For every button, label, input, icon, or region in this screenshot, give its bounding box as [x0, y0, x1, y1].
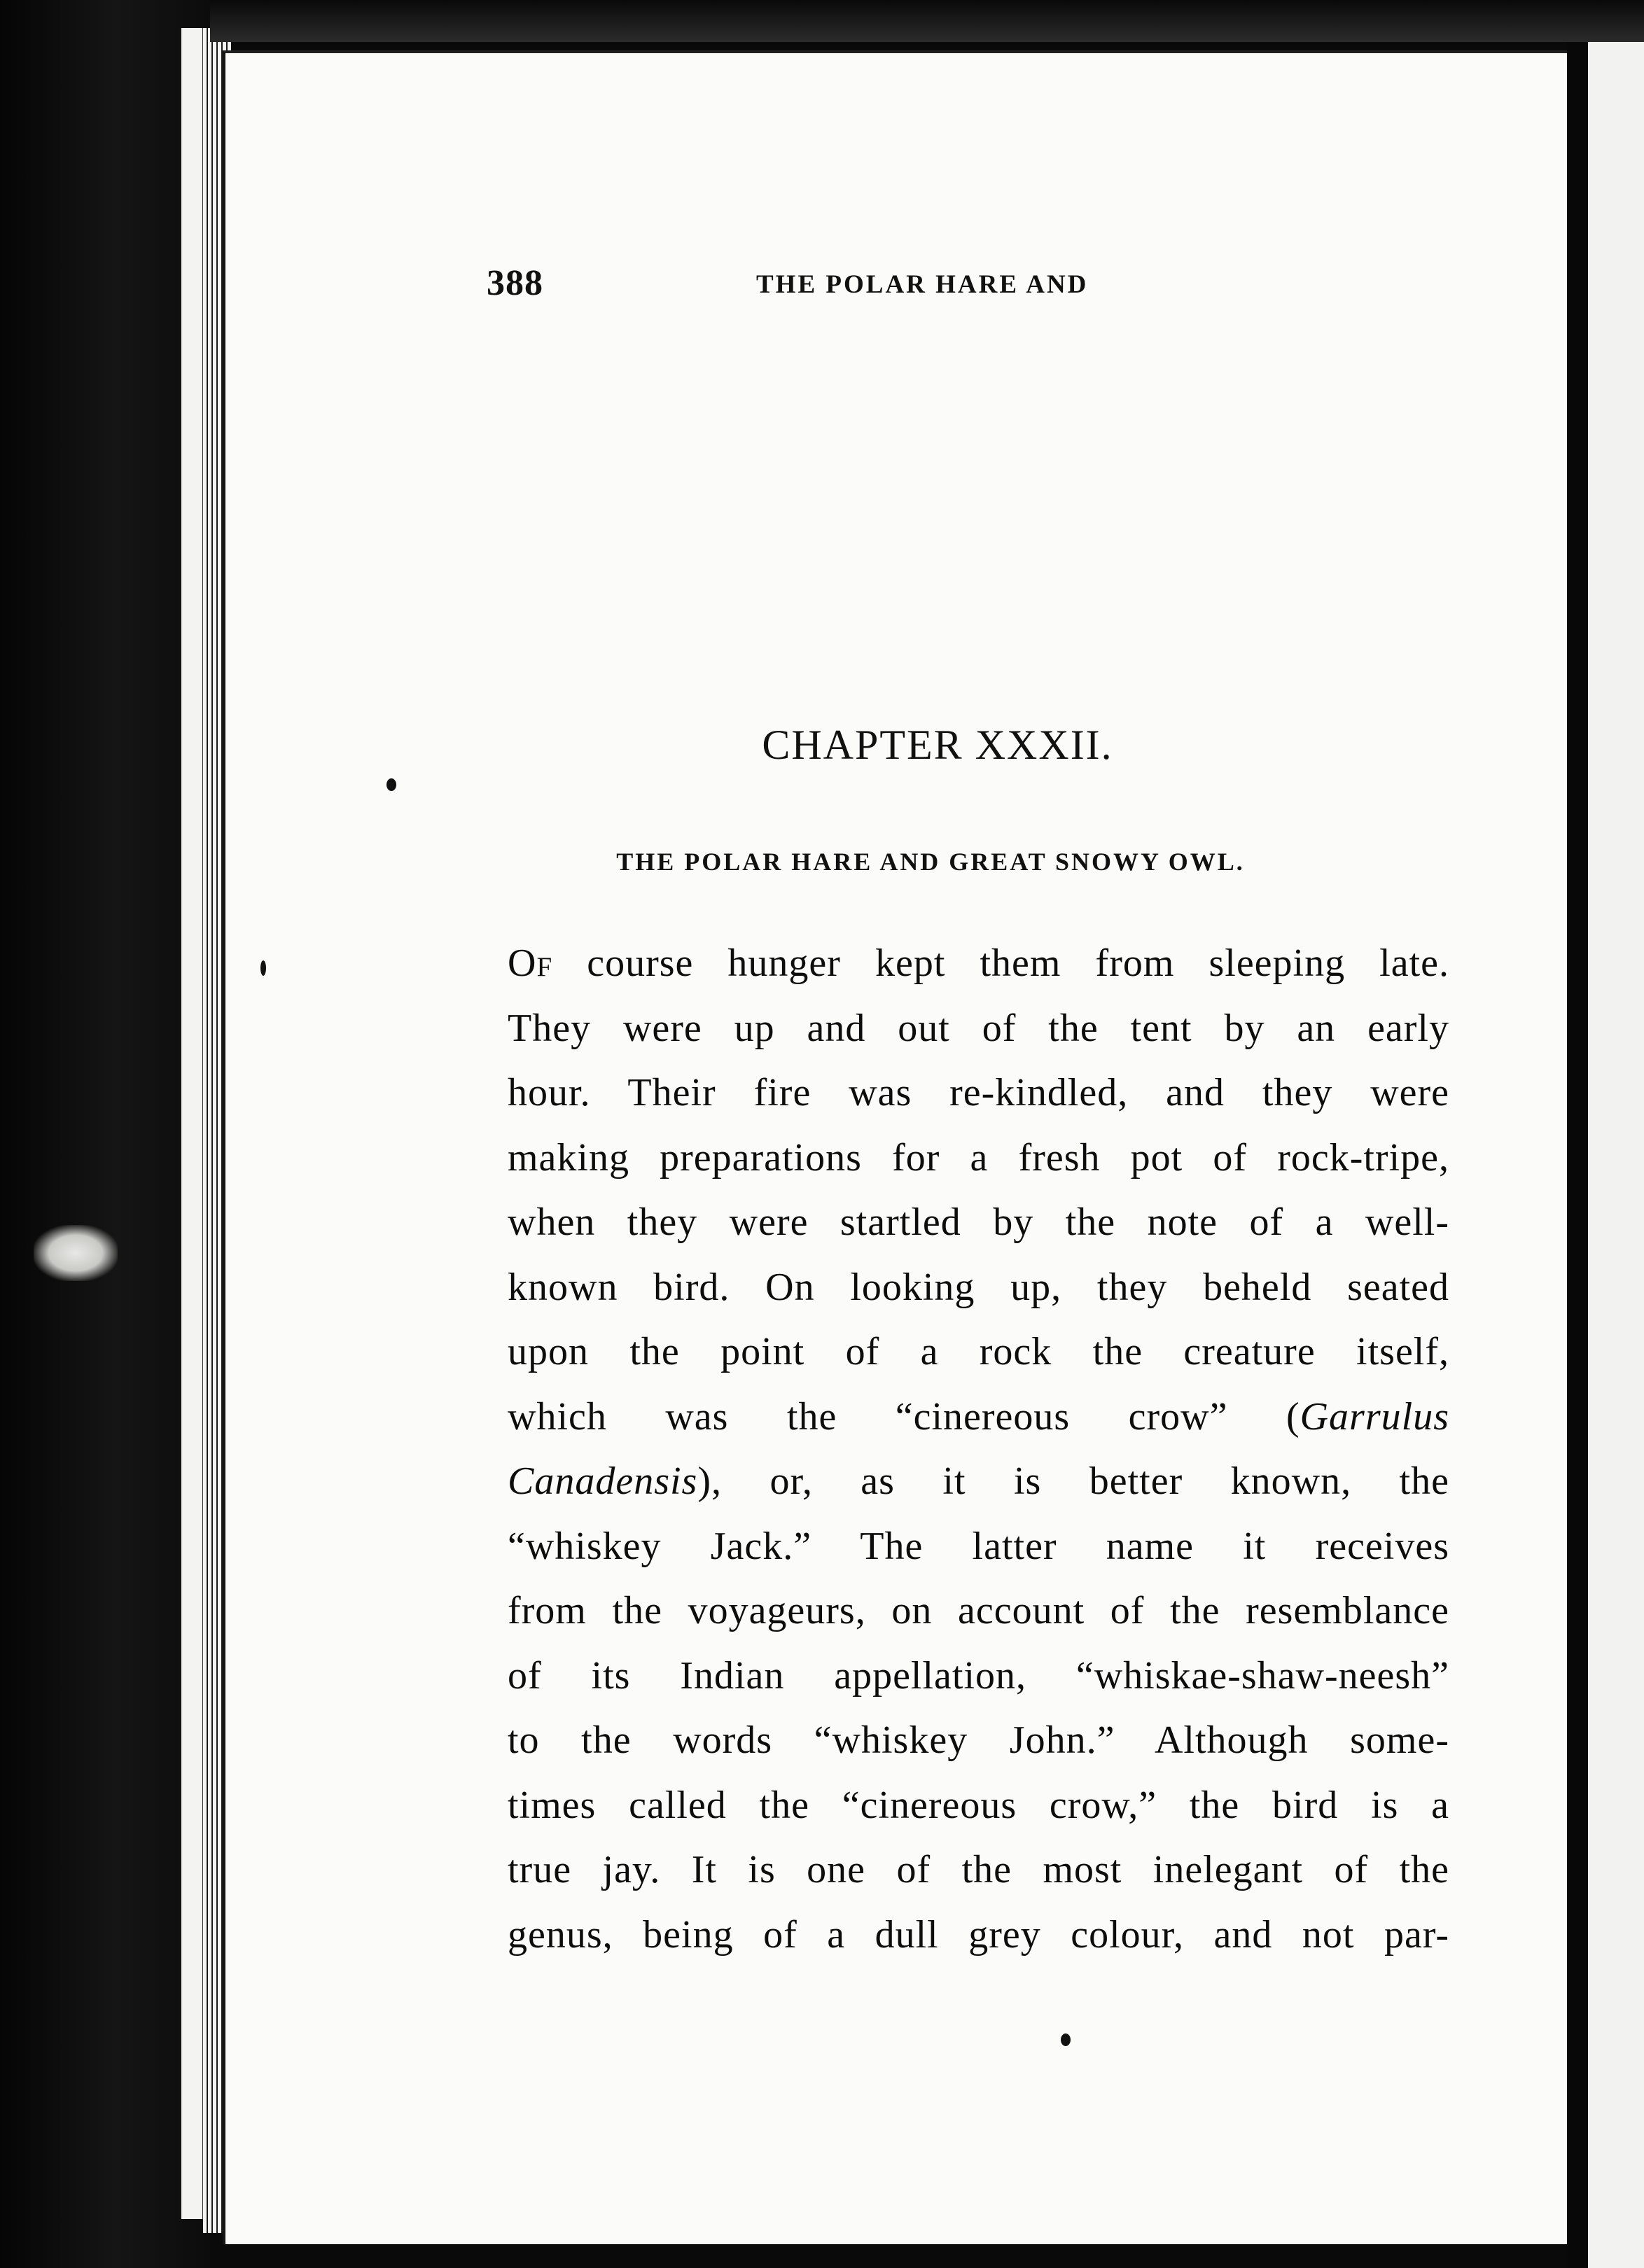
- chapter-title: CHAPTER XXXII.: [762, 722, 1113, 768]
- text-line: to the words “whiskey John.” Although some-: [508, 1718, 1449, 1762]
- ink-speck: [386, 778, 396, 791]
- text-line: true jay. It is one of the most inelegant of the: [508, 1848, 1449, 1891]
- body-text: [508, 931, 1449, 1967]
- line-text: which was the “cinereous crow” (: [508, 1394, 1300, 1438]
- text-line: from the voyageurs, on account of the resemblance: [508, 1589, 1449, 1632]
- line-text: course hunger kept them from sleeping late.: [552, 941, 1449, 985]
- gutter-shadow: [1567, 42, 1588, 2268]
- ink-speck: [260, 960, 266, 976]
- running-title: THE POLAR HARE AND: [756, 270, 1089, 299]
- text-line: making preparations for a fresh pot of rock-tripe,: [508, 1135, 1449, 1180]
- binding-edge: [179, 28, 204, 2219]
- italic-term: Garrulus: [1300, 1394, 1449, 1438]
- text-line: known bird. On looking up, they beheld seated: [508, 1265, 1449, 1309]
- text-line: [508, 1449, 1449, 1514]
- facing-page-edge: [1588, 42, 1644, 2268]
- running-head: [487, 262, 1467, 304]
- text-line: upon the point of a rock the creature itself,: [508, 1330, 1449, 1373]
- text-line: [508, 931, 1449, 996]
- text-line: “whiskey Jack.” The latter name it receives: [508, 1524, 1449, 1568]
- text-line: times called the “cinereous crow,” the bird is a: [508, 1783, 1449, 1827]
- chapter-subtitle: THE POLAR HARE AND GREAT SNOWY OWL.: [616, 848, 1245, 876]
- text-line: genus, being of a dull grey colour, and not par-: [508, 1912, 1449, 1956]
- line-text: ), or, as it is better known, the: [697, 1460, 1449, 1503]
- text-line: of its Indian appellation, “whiskae-shaw-neesh”: [508, 1653, 1449, 1698]
- text-line: hour. Their fire was re-kindled, and they were: [508, 1071, 1449, 1114]
- text-line: when they were startled by the note of a well-: [508, 1200, 1449, 1244]
- ink-speck: [1061, 2033, 1071, 2046]
- text-line: [508, 1385, 1449, 1450]
- paper-fleck: [34, 1225, 118, 1281]
- page-number: 388: [487, 263, 543, 303]
- opening-word: Of: [508, 941, 553, 985]
- top-shadow: [210, 0, 1644, 42]
- italic-term: Canadensis: [508, 1460, 698, 1503]
- text-line: They were up and out of the tent by an early: [508, 1006, 1449, 1050]
